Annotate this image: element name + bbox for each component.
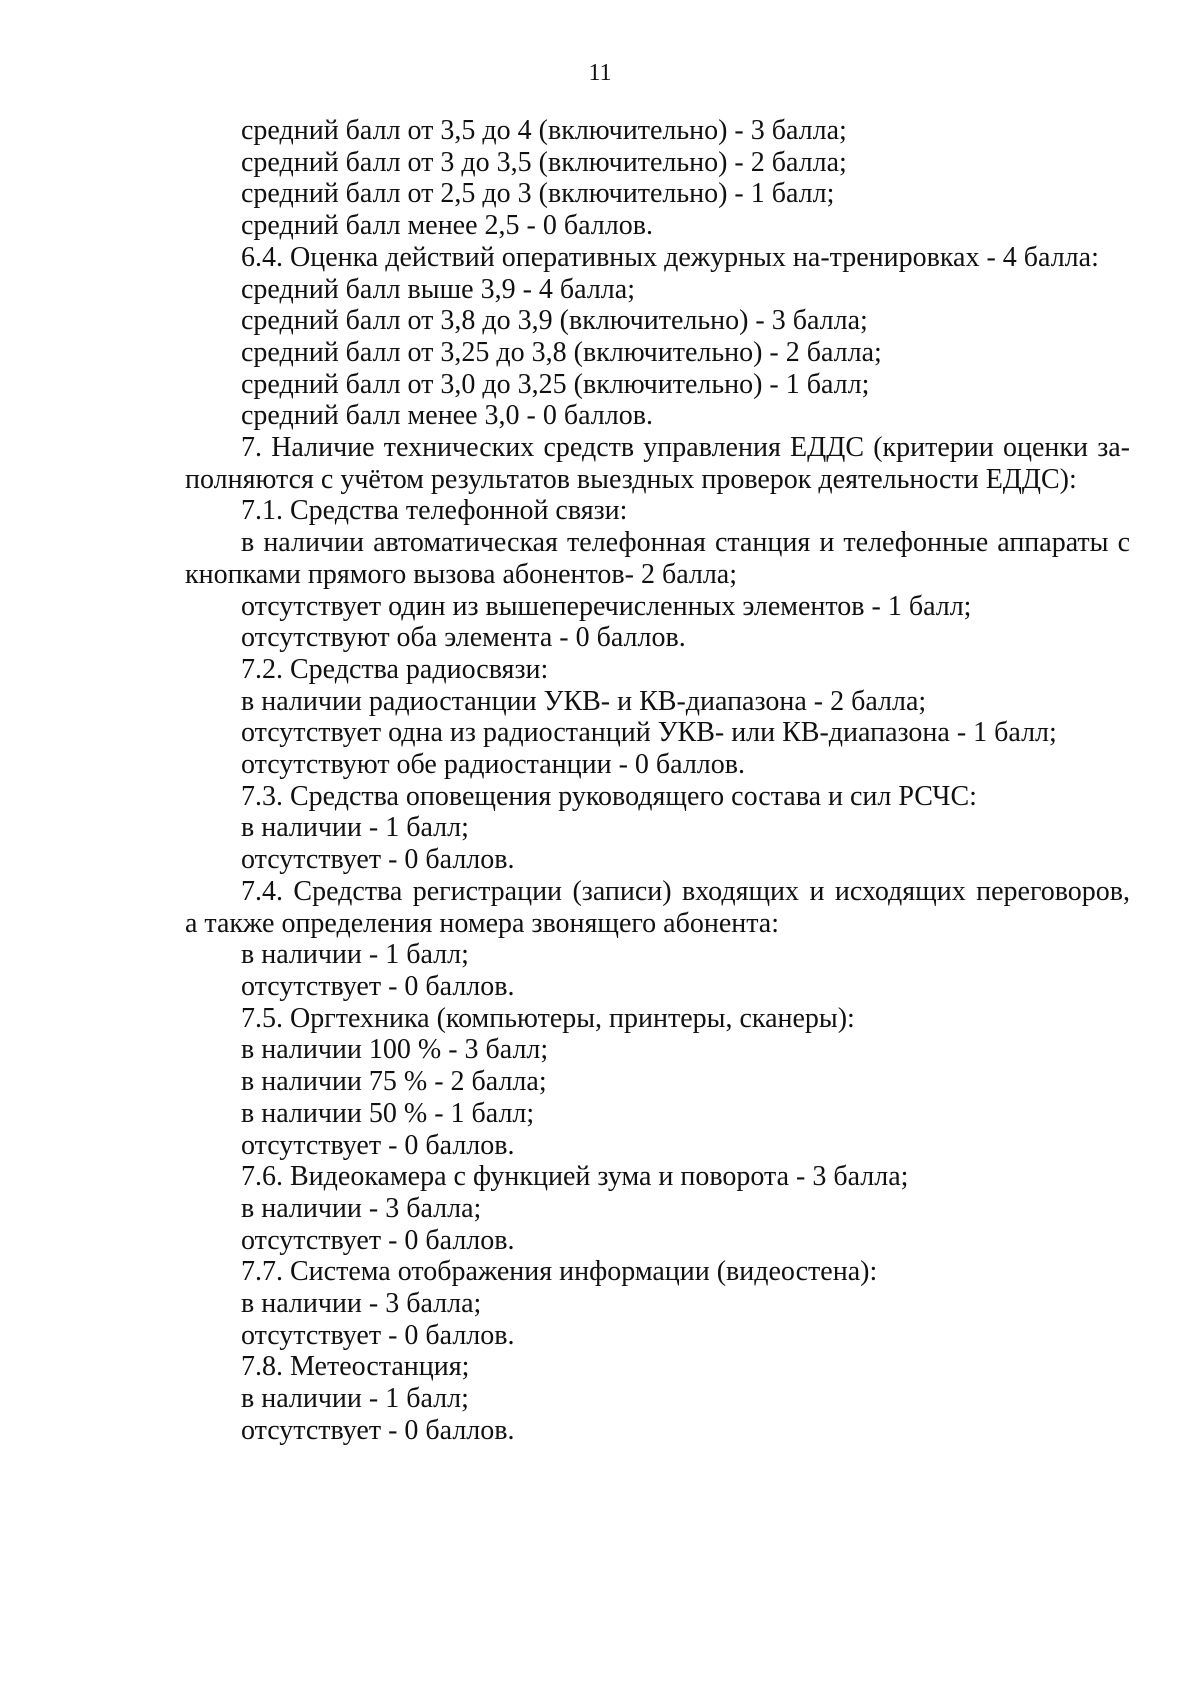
- text-line: отсутствуют обе радиостанции - 0 баллов.: [241, 749, 745, 781]
- text-line: кнопками прямого вызова абонентов- 2 балла;: [185, 558, 738, 590]
- text-line: средний балл выше 3,9 - 4 балла;: [241, 273, 635, 305]
- text-line: отсутствуют оба элемента - 0 баллов.: [241, 622, 686, 654]
- text-line: в наличии - 1 балл;: [241, 1383, 469, 1415]
- page-number: 11: [588, 60, 612, 86]
- text-line: 7.1. Средства телефонной связи:: [241, 495, 628, 527]
- text-line: 6.4. Оценка действий оперативных дежурных на-тренировках - 4 балла:: [241, 241, 1099, 273]
- text-line: отсутствует одна из радиостанций УКВ- или КВ-диапазона - 1 балл;: [241, 717, 1057, 749]
- text-line: средний балл от 3,5 до 4 (включительно) - 3 балла;: [241, 115, 847, 146]
- text-line: средний балл от 3,8 до 3,9 (включительно) - 3 балла;: [241, 305, 868, 337]
- text-line: в наличии автоматическая телефонная станция и телефонные аппараты с: [241, 527, 1130, 559]
- text-line: в наличии 50 % - 1 балл;: [241, 1097, 535, 1129]
- text-line: 7.6. Видеокамера с функцией зума и поворота - 3 балла;: [241, 1161, 909, 1193]
- text-line: 7.7. Система отображения информации (видеостена):: [241, 1256, 878, 1288]
- text-line: в наличии - 3 балла;: [241, 1288, 482, 1320]
- text-line: средний балл менее 2,5 - 0 баллов.: [241, 210, 653, 242]
- text-line: а также определения номера звонящего абонента:: [185, 907, 780, 939]
- text-line: 7.2. Средства радиосвязи:: [241, 653, 549, 685]
- text-line: в наличии 100 % - 3 балл;: [241, 1034, 549, 1066]
- text-line: отсутствует - 0 баллов.: [241, 1129, 515, 1161]
- text-line: 7. Наличие технических средств управления ЕДДС (критерии оценки за-: [241, 432, 1130, 464]
- text-line: в наличии - 1 балл;: [241, 812, 469, 844]
- text-line: отсутствует - 0 баллов.: [241, 970, 515, 1002]
- text-line: средний балл от 3,25 до 3,8 (включительно) - 2 балла;: [241, 336, 882, 368]
- text-line: средний балл от 2,5 до 3 (включительно) - 1 балл;: [241, 178, 835, 210]
- document-body: [185, 115, 1130, 1447]
- text-line: отсутствует - 0 баллов.: [241, 844, 515, 876]
- text-line: в наличии 75 % - 2 балла;: [241, 1066, 547, 1098]
- text-line: в наличии радиостанции УКВ- и КВ-диапазона - 2 балла;: [241, 685, 927, 717]
- text-line: средний балл менее 3,0 - 0 баллов.: [241, 400, 653, 432]
- text-line: в наличии - 3 балла;: [241, 1192, 482, 1224]
- text-line: отсутствует - 0 баллов.: [241, 1319, 515, 1351]
- text-line: средний балл от 3,0 до 3,25 (включительно) - 1 балл;: [241, 368, 870, 400]
- text-line: отсутствует - 0 баллов.: [241, 1414, 515, 1446]
- text-line: отсутствует - 0 баллов.: [241, 1224, 515, 1256]
- text-line: полняются с учётом результатов выездных проверок деятельности ЕДДС):: [185, 463, 1077, 495]
- text-line: средний балл от 3 до 3,5 (включительно) - 2 балла;: [241, 146, 847, 178]
- text-line: 7.5. Оргтехника (компьютеры, принтеры, сканеры):: [241, 1002, 855, 1034]
- text-line: отсутствует один из вышеперечисленных элементов - 1 балл;: [241, 590, 972, 622]
- text-line: в наличии - 1 балл;: [241, 939, 469, 971]
- text-line: 7.4. Средства регистрации (записи) входящих и исходящих переговоров,: [241, 875, 1130, 907]
- text-line: 7.8. Метеостанция;: [241, 1351, 470, 1383]
- text-line: 7.3. Средства оповещения руководящего состава и сил РСЧС:: [241, 780, 977, 812]
